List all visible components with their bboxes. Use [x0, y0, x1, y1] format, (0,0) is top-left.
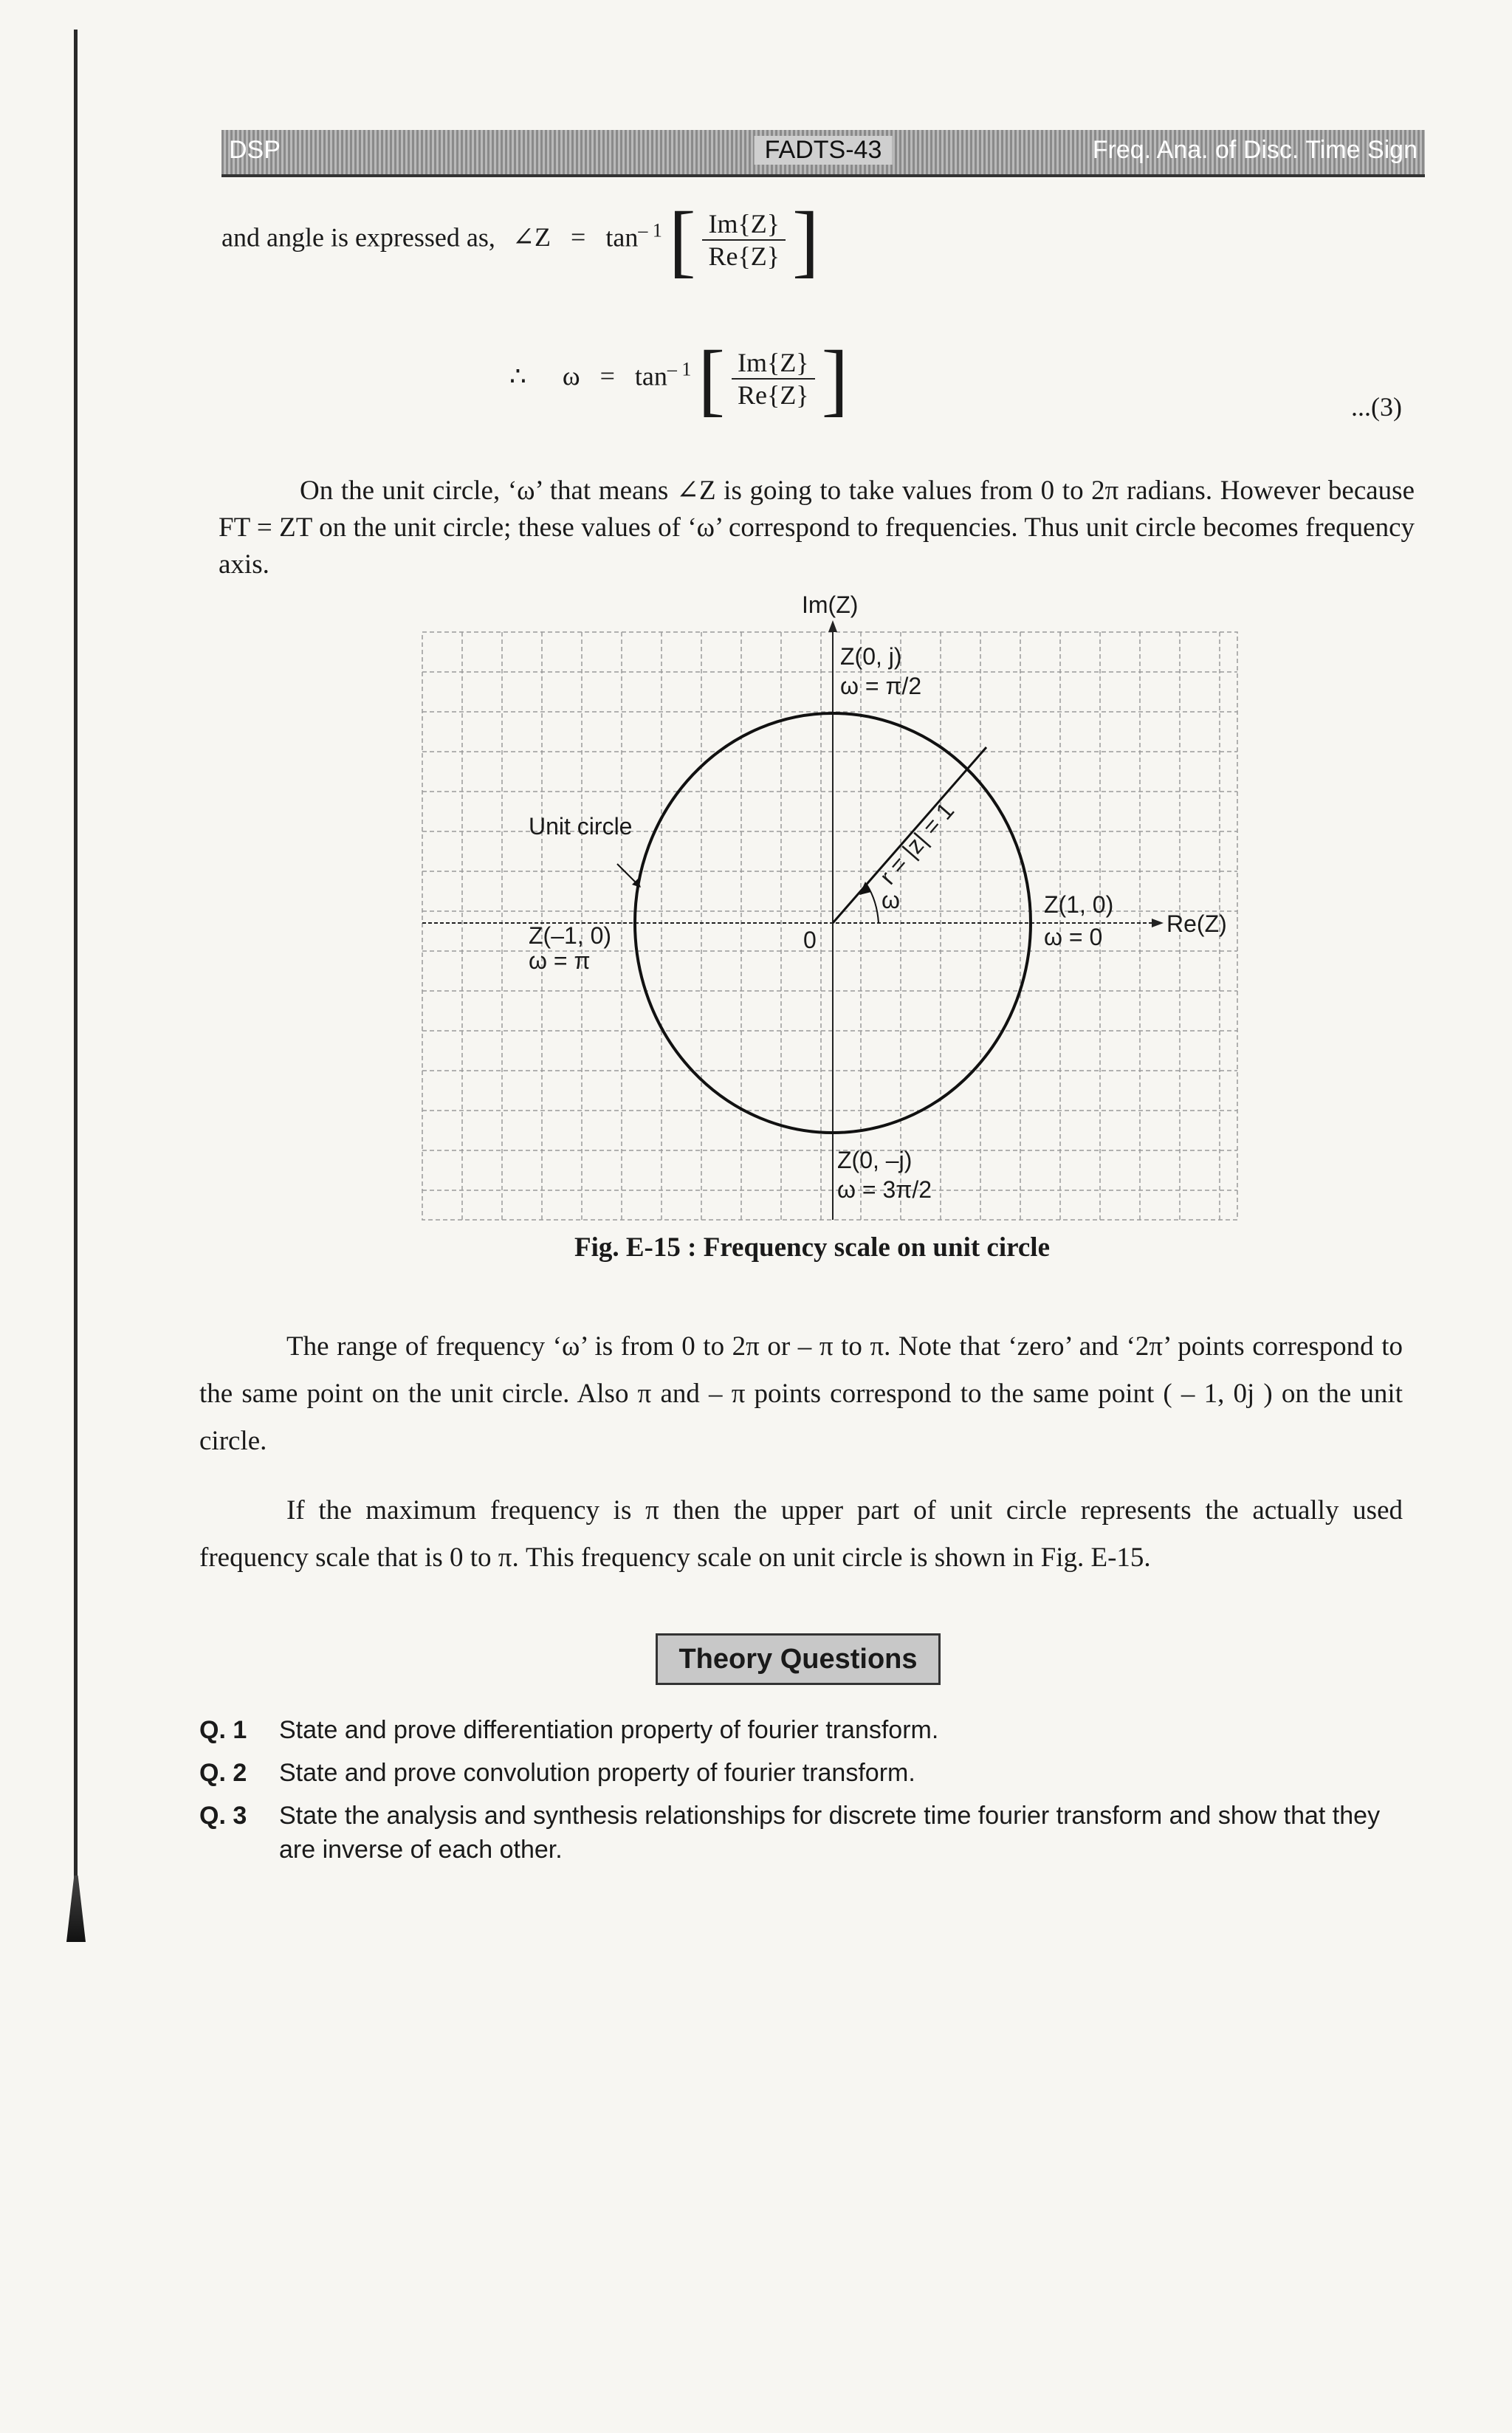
- left-omega-label: ω = π: [529, 947, 591, 974]
- real-axis-label: Re(Z): [1166, 910, 1227, 937]
- bottom-omega-label: ω = 3π/2: [837, 1176, 932, 1203]
- question-text: State and prove convolution property of fourier transform.: [279, 1759, 915, 1787]
- question-item: [0, 1756, 1512, 1793]
- eq2-tag: ...(3): [1351, 392, 1402, 422]
- left-point-label: Z(–1, 0): [529, 922, 612, 949]
- eq2-bracket-close: ]: [821, 334, 849, 424]
- eq2-numerator: Im{Z}: [732, 347, 815, 380]
- question-number: Q. 3: [199, 1802, 247, 1830]
- eq2-equals: =: [599, 361, 615, 391]
- header-center: FADTS-43: [755, 136, 893, 165]
- eq1-equals: =: [571, 222, 586, 253]
- top-omega-label: ω = π/2: [840, 673, 922, 699]
- eq1-numerator: Im{Z}: [702, 208, 786, 241]
- question-item: [0, 1713, 1512, 1750]
- omega-angle-label: ω: [882, 887, 900, 913]
- right-omega-label: ω = 0: [1044, 924, 1103, 950]
- imag-axis-arrow: [828, 620, 837, 632]
- figure-unit-circle: [418, 591, 1245, 1226]
- imag-axis-label: Im(Z): [802, 591, 859, 618]
- paragraph-unit-circle: On the unit circle, ‘ω’ that means ∠Z is going to take values from 0 to 2π radians. However because FT = ZT on the unit circle; these values of ‘ω’ correspond to frequencies. Thus unit circle becomes frequency axis.: [219, 476, 1415, 580]
- unit-circle-label: Unit circle: [529, 813, 633, 840]
- figure-caption: Fig. E-15 : Frequency scale on unit circle: [574, 1232, 1050, 1263]
- paragraph-maximum-frequency: If the maximum frequency is π then the upper part of unit circle represents the actually used frequency scale that is 0 to π. This frequency scale on unit circle is shown in Fig. E-15.: [199, 1495, 1403, 1573]
- eq2-bracket-open: [: [698, 334, 726, 424]
- right-point-label: Z(1, 0): [1044, 891, 1114, 918]
- eq2-lhs: ω: [562, 361, 580, 391]
- unit-circle-diagram: [418, 591, 1245, 1226]
- real-axis-arrow: [1152, 919, 1164, 927]
- question-number: Q. 2: [199, 1759, 247, 1787]
- paragraph-frequency-range: The range of frequency ‘ω’ is from 0 to 2π or – π to π. Note that ‘zero’ and ‘2π’ points correspond to the same point on the unit circle. Also π and – π points correspond to the same point ( – 1, 0j ) on the unit circle.: [199, 1331, 1403, 1456]
- running-header: [221, 130, 1425, 177]
- binding-edge-foot: [66, 1876, 86, 1942]
- eq1-fn: tan: [605, 222, 639, 253]
- eq2-sup: – 1: [667, 358, 692, 380]
- theory-questions-heading: Theory Questions: [656, 1633, 941, 1685]
- binding-edge: [74, 30, 78, 1920]
- unit-circle-pointer: [617, 864, 638, 885]
- question-text: State the analysis and synthesis relationships for discrete time fourier transform and show that they are inverse of each other.: [279, 1802, 1381, 1864]
- eq2-therefore: ∴: [509, 361, 526, 391]
- question-text: State and prove differentiation property of fourier transform.: [279, 1716, 939, 1744]
- eq2-denominator: Re{Z}: [738, 380, 809, 410]
- eq1-fraction: [702, 208, 786, 272]
- origin-label: 0: [803, 927, 817, 953]
- equation-angle: [221, 195, 819, 285]
- eq1-denominator: Re{Z}: [708, 241, 780, 271]
- question-number: Q. 1: [199, 1716, 247, 1744]
- bottom-point-label: Z(0, –j): [837, 1147, 913, 1173]
- eq1-lead: and angle is expressed as,: [221, 222, 495, 253]
- eq2-fn: tan: [634, 361, 667, 391]
- eq2-fraction: [732, 347, 815, 411]
- header-left: DSP: [229, 136, 281, 164]
- eq1-lhs: ∠Z: [512, 222, 551, 253]
- eq1-sup: – 1: [638, 219, 662, 241]
- question-item: [0, 1799, 1512, 1873]
- radius-label: r = |z| = 1: [874, 797, 960, 890]
- eq1-bracket-close: ]: [792, 195, 819, 285]
- top-point-label: Z(0, j): [840, 643, 902, 670]
- equation-omega: [509, 334, 849, 424]
- eq1-bracket-open: [: [668, 195, 696, 285]
- header-right: Freq. Ana. of Disc. Time Sign: [1092, 136, 1418, 164]
